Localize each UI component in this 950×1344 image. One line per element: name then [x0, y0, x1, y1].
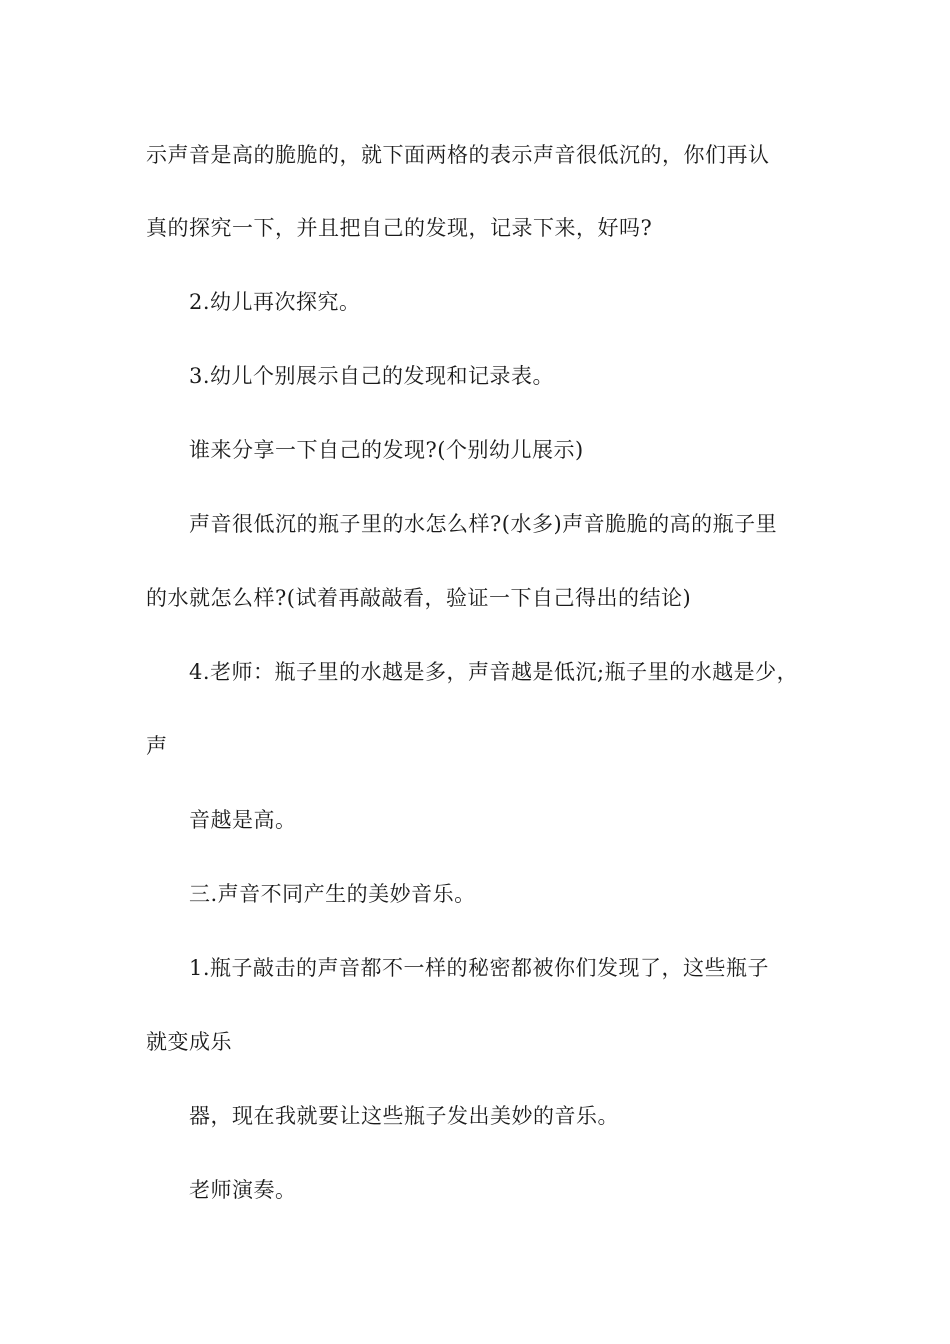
text-line-9: 声 — [146, 734, 168, 758]
text-line-12: 1.瓶子敲击的声音都不一样的秘密都被你们发现了，这些瓶子 — [189, 956, 770, 980]
text-line-4: 3.幼儿个别展示自己的发现和记录表。 — [189, 364, 555, 388]
text-line-14: 器，现在我就要让这些瓶子发出美妙的音乐。 — [189, 1104, 619, 1128]
text-line-15: 老师演奏。 — [189, 1178, 297, 1202]
text-line-2: 真的探究一下，并且把自己的发现，记录下来，好吗? — [146, 216, 653, 240]
text-line-3: 2.幼儿再次探究。 — [189, 290, 361, 314]
text-line-1: 示声音是高的脆脆的，就下面两格的表示声音很低沉的，你们再认 — [146, 143, 770, 167]
text-line-6: 声音很低沉的瓶子里的水怎么样?(水多)声音脆脆的高的瓶子里 — [189, 512, 778, 536]
text-line-13: 就变成乐 — [146, 1030, 232, 1054]
text-line-8: 4.老师：瓶子里的水越是多，声音越是低沉;瓶子里的水越是少， — [189, 660, 799, 684]
text-line-10: 音越是高。 — [189, 808, 297, 832]
text-line-11: 三.声音不同产生的美妙音乐。 — [189, 882, 476, 906]
text-line-7: 的水就怎么样?(试着再敲敲看，验证一下自己得出的结论) — [146, 586, 692, 610]
text-line-5: 谁来分享一下自己的发现?(个别幼儿展示) — [189, 438, 584, 462]
